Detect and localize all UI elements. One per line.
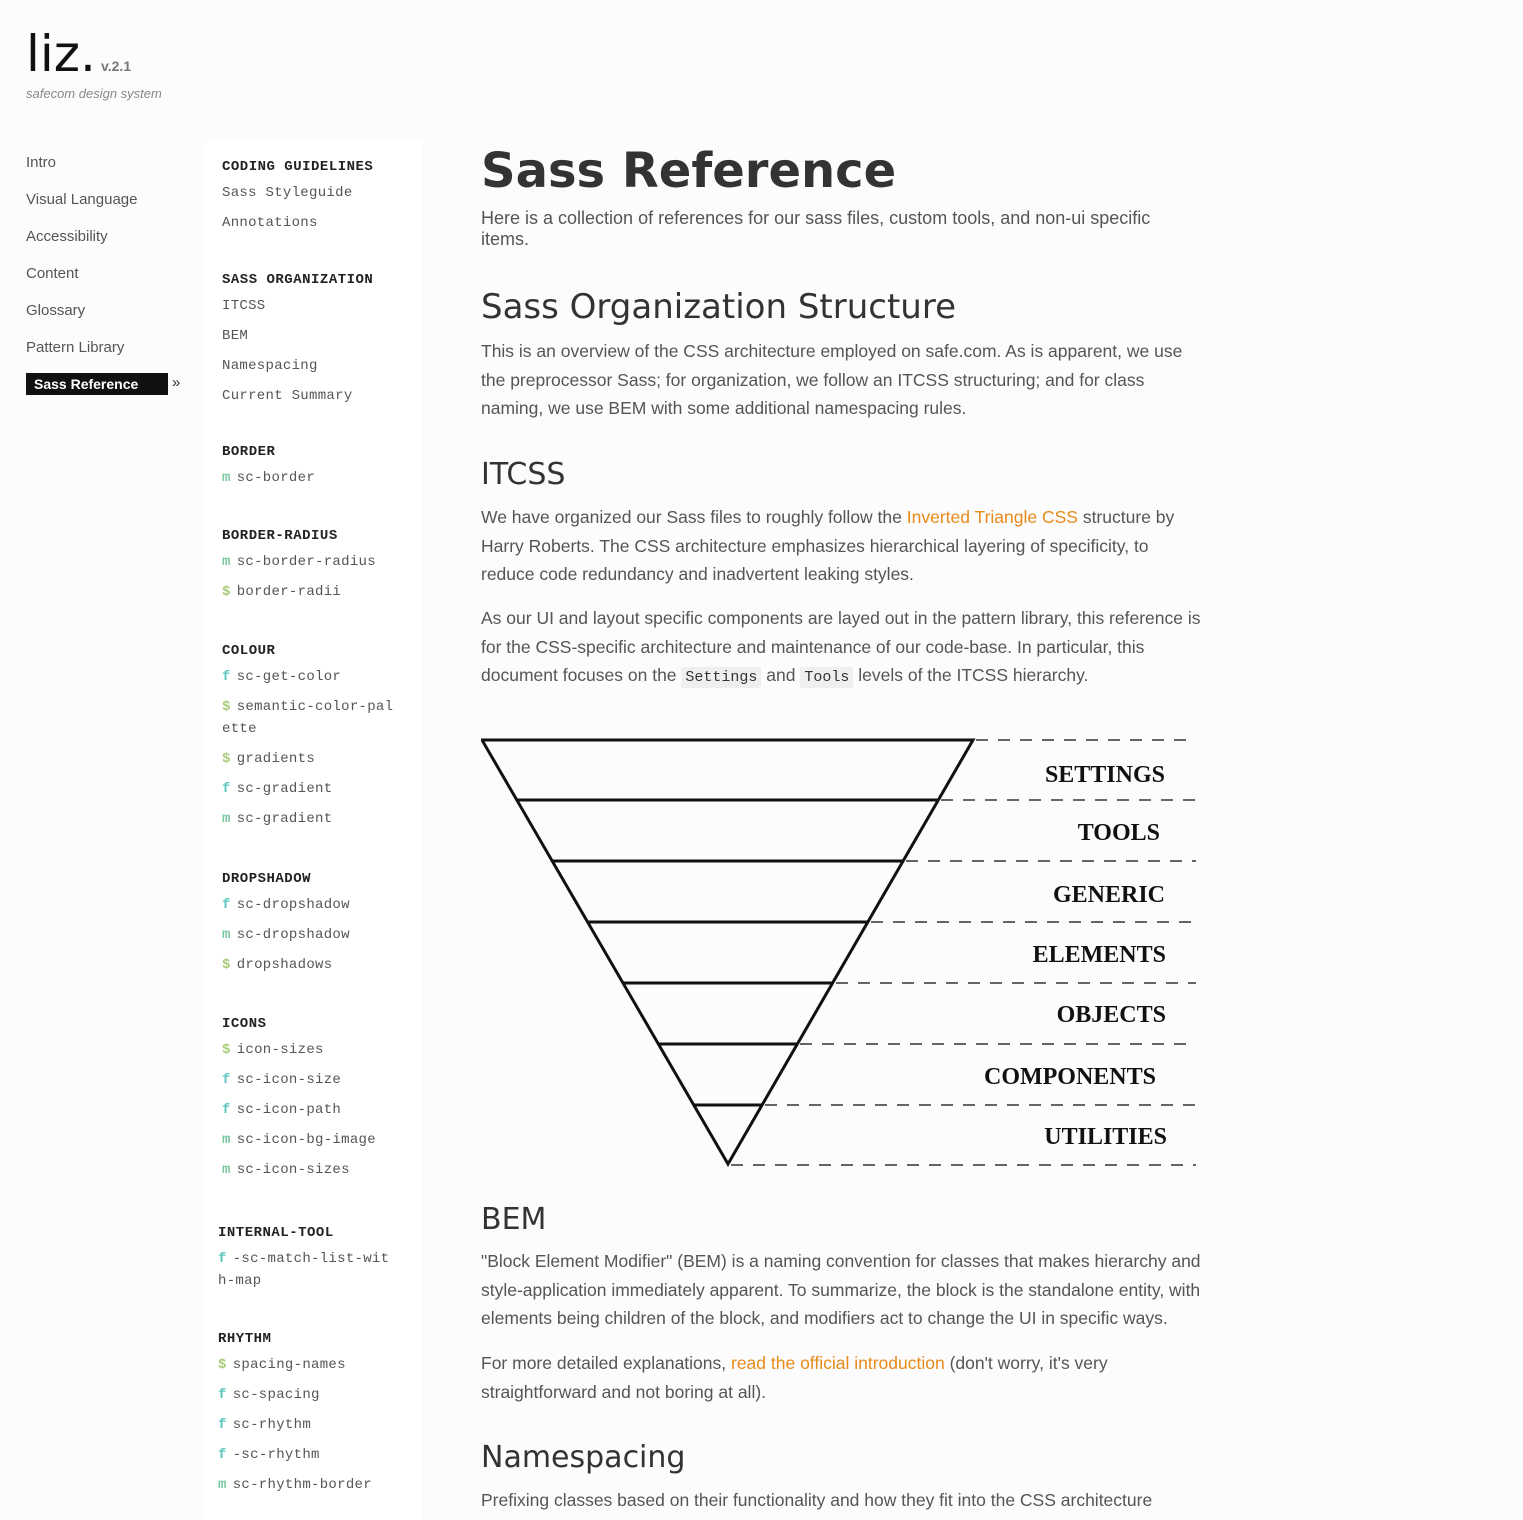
function-marker-icon: f [222,1102,231,1118]
mixin-marker-icon: m [222,811,231,827]
tools-code-tag: Tools [800,667,853,688]
sub-nav-section-colour [222,636,397,838]
nav-item-visual-language[interactable]: Visual Language [26,191,138,208]
sub-nav-item-private-sc-rhythm[interactable]: f -sc-rhythm [218,1447,320,1463]
nav-active-label[interactable]: Sass Reference [26,373,168,395]
sub-nav-heading: ICONS [222,1016,267,1032]
sub-nav-section-internal-tool [218,1218,393,1300]
main-content [481,140,1201,250]
sub-nav-item-annotations[interactable]: Annotations [222,215,318,231]
sub-nav-item-sc-dropshadow-function[interactable]: f sc-dropshadow [222,897,350,913]
layer-label-tools: TOOLS [1077,820,1160,846]
nav-item-pattern-library[interactable]: Pattern Library [26,339,125,356]
sub-nav-heading: BORDER-RADIUS [222,528,338,544]
mixin-marker-icon: m [222,1132,231,1148]
nav-item-glossary[interactable]: Glossary [26,302,86,319]
sub-nav-section-coding-guidelines [222,152,373,242]
tagline: safecom design system [26,86,162,101]
nav-item-content[interactable]: Content [26,265,79,282]
sub-nav-item-sc-match-list-with-map[interactable]: f -sc-match-list-with-map [218,1251,390,1289]
sub-nav-item-gradients[interactable]: $ gradients [222,751,316,767]
layer-label-generic: GENERIC [1052,882,1165,908]
variable-marker-icon: $ [222,699,231,715]
sub-nav-section-border-radius [222,521,376,611]
sub-nav-item-namespacing[interactable]: Namespacing [222,358,318,374]
function-marker-icon: f [218,1417,227,1433]
sub-nav-heading: BORDER [222,444,276,460]
sub-nav-item-dropshadows[interactable]: $ dropshadows [222,957,333,973]
function-marker-icon: f [222,669,231,685]
sub-nav-heading: SASS ORGANIZATION [222,272,374,288]
mixin-marker-icon: m [222,470,231,486]
sub-nav-section-rhythm [218,1324,372,1504]
sub-nav-section-icons [222,1009,376,1189]
sub-nav-heading: COLOUR [222,643,276,659]
mixin-marker-icon: m [222,927,231,943]
sub-nav-item-sc-icon-path[interactable]: f sc-icon-path [222,1102,342,1118]
org-paragraph: This is an overview of the CSS architecture employed on safe.com. As is apparent, we use the preprocessor Sass; for organization, we follow an ITCSS structuring; and for class naming, we use BEM with some additional namespacing rules. [481,341,1183,418]
settings-code-tag: Settings [681,667,761,688]
brand-column [0,0,205,1520]
sub-nav-heading: CODING GUIDELINES [222,159,374,175]
bem-intro-link[interactable]: read the official introduction [731,1353,945,1373]
sub-nav-item-spacing-names[interactable]: $ spacing-names [218,1357,346,1373]
heading-itcss: ITCSS [481,457,566,492]
main-nav [26,150,196,398]
sub-nav-item-sc-rhythm[interactable]: f sc-rhythm [218,1417,312,1433]
mixin-marker-icon: m [218,1477,227,1493]
sub-nav-item-sc-icon-size[interactable]: f sc-icon-size [222,1072,342,1088]
sub-nav-section-dropshadow [222,864,350,984]
sub-nav-item-sc-icon-bg-image[interactable]: m sc-icon-bg-image [222,1132,376,1148]
sub-nav-heading: RHYTHM [218,1331,272,1347]
sub-nav-heading: DROPSHADOW [222,871,312,887]
version-label: v.2.1 [101,58,132,74]
variable-marker-icon: $ [222,1042,231,1058]
sub-nav-item-bem[interactable]: BEM [222,328,249,344]
sub-nav-item-sc-gradient-mixin[interactable]: m sc-gradient [222,811,333,827]
sub-nav-item-sc-border-radius[interactable]: m sc-border-radius [222,554,376,570]
nav-item-intro[interactable]: Intro [26,154,57,171]
namespacing-paragraph: Prefixing classes based on their functionality and how they fit into the CSS architecture [481,1490,1153,1510]
nav-active-arrow-icon: » [172,374,181,391]
sub-nav-item-sc-gradient-function[interactable]: f sc-gradient [222,781,333,797]
sass-sub-nav [205,140,422,1520]
page-intro: Here is a collection of references for our sass files, custom tools, and non-ui specific items. [481,208,1151,249]
sub-nav-item-sc-get-color[interactable]: f sc-get-color [222,669,342,685]
function-marker-icon: f [218,1387,227,1403]
sub-nav-section-border [222,437,315,497]
sub-nav-item-current-summary[interactable]: Current Summary [222,388,353,404]
itcss-paragraph-2: As our UI and layout specific components are layed out in the pattern library, this reference is for the CSS-specific architecture and maintenance of our code-base. In particular, this document focuses on the Settings and Tools levels of the ITCSS hierarchy. [481,608,1201,686]
mixin-marker-icon: m [222,1162,231,1178]
function-marker-icon: f [222,781,231,797]
function-marker-icon: f [218,1447,227,1463]
layer-label-components: COMPONENTS [983,1064,1156,1090]
sub-nav-section-sass-organization [222,265,373,415]
variable-marker-icon: $ [222,751,231,767]
variable-marker-icon: $ [222,584,231,600]
sub-nav-heading: INTERNAL-TOOL [218,1225,334,1241]
layer-label-objects: OBJECTS [1056,1002,1166,1028]
inverted-triangle-link[interactable]: Inverted Triangle CSS [906,507,1078,527]
variable-marker-icon: $ [222,957,231,973]
sub-nav-item-sc-dropshadow-mixin[interactable]: m sc-dropshadow [222,927,350,943]
heading-namespacing: Namespacing [481,1440,686,1475]
nav-item-accessibility[interactable]: Accessibility [26,228,108,245]
page-title: Sass Reference [481,143,897,199]
sub-nav-item-semantic-color-palette[interactable]: $ semantic-color-palette [222,699,394,737]
bem-paragraph-2: For more detailed explanations, read the official introduction (don't worry, it's very straightforward and not boring at all). [481,1353,1108,1402]
mixin-marker-icon: m [222,554,231,570]
sub-nav-item-itcss[interactable]: ITCSS [222,298,266,314]
itcss-paragraph-1: We have organized our Sass files to roughly follow the Inverted Triangle CSS structure by Harry Roberts. The CSS architecture emphasizes hierarchical layering of specificity, to reduce code redundancy and inadvertent leaking styles. [481,507,1175,584]
logo[interactable]: liz. [26,25,96,83]
layer-label-utilities: UTILITIES [1044,1124,1167,1150]
sub-nav-item-sc-icon-sizes[interactable]: m sc-icon-sizes [222,1162,350,1178]
layer-label-elements: ELEMENTS [1032,942,1166,968]
heading-sass-organization: Sass Organization Structure [481,287,956,327]
sub-nav-item-border-radii[interactable]: $ border-radii [222,584,342,600]
function-marker-icon: f [218,1251,227,1267]
nav-item-sass-reference[interactable] [26,372,196,398]
sub-nav-item-sc-spacing[interactable]: f sc-spacing [218,1387,320,1403]
triangle-outline [482,740,973,1164]
function-marker-icon: f [222,897,231,913]
sub-nav-item-sc-border[interactable]: m sc-border [222,470,316,486]
layer-label-settings: SETTINGS [1044,762,1165,788]
sub-nav-item-icon-sizes[interactable]: $ icon-sizes [222,1042,324,1058]
heading-bem: BEM [481,1202,547,1237]
sub-nav-item-sass-styleguide[interactable]: Sass Styleguide [222,185,353,201]
bem-paragraph-1: "Block Element Modifier" (BEM) is a naming convention for classes that makes hierarchy and style-application immediately apparent. To summarize, the block is the standalone entity, with elements being children of the block, and modifiers act to change the UI in specific ways. [481,1251,1201,1328]
variable-marker-icon: $ [218,1357,227,1373]
function-marker-icon: f [222,1072,231,1088]
sub-nav-item-sc-rhythm-border[interactable]: m sc-rhythm-border [218,1477,372,1493]
itcss-triangle-diagram [481,734,1201,1170]
